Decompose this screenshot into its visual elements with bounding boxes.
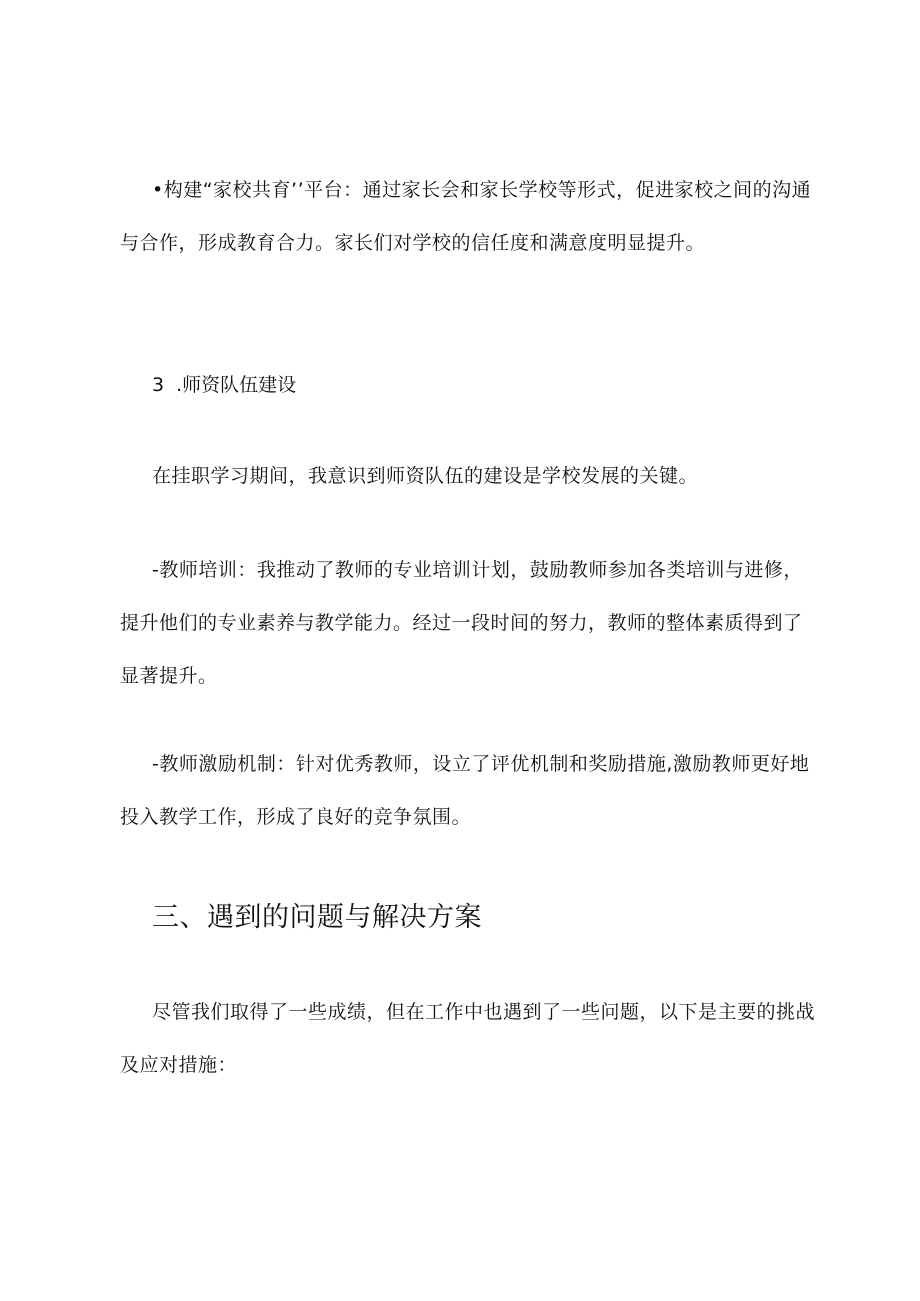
- subheading-text: .师资队伍建设: [176, 374, 297, 396]
- paragraph-teacher-team-intro: 在挂职学习期间，我意识到师资队伍的建设是学校发展的关键。: [152, 465, 699, 487]
- section-title-problems-solutions: 三、遇到的问题与解决方案: [152, 902, 482, 933]
- paragraph-teacher-incentive: -教师激励机制：针对优秀教师，设立了评优机制和奖励措施,激励教师更好地投入教学工作，形成了良好的竞争氛围。: [120, 753, 810, 828]
- paragraph-teacher-training: -教师培训：我推动了教师的专业培训计划，鼓励教师参加各类培训与进修，提升他们的专业素养与教学能力。经过一段时间的努力，教师的整体素质得到了显著提升。: [120, 559, 803, 687]
- paragraph-home-school-platform: •构建“家校共育’’平台：通过家长会和家长学校等形式，促进家校之间的沟通与合作，形成教育合力。家长们对学校的信任度和满意度明显提升。: [120, 179, 812, 254]
- subheading-teacher-team: [152, 370, 296, 400]
- paragraph-challenges-intro: 尽管我们取得了一些成绩，但在工作中也遇到了一些问题，以下是主要的挑战及应对措施：: [120, 1001, 816, 1076]
- subheading-number: 3: [152, 374, 165, 396]
